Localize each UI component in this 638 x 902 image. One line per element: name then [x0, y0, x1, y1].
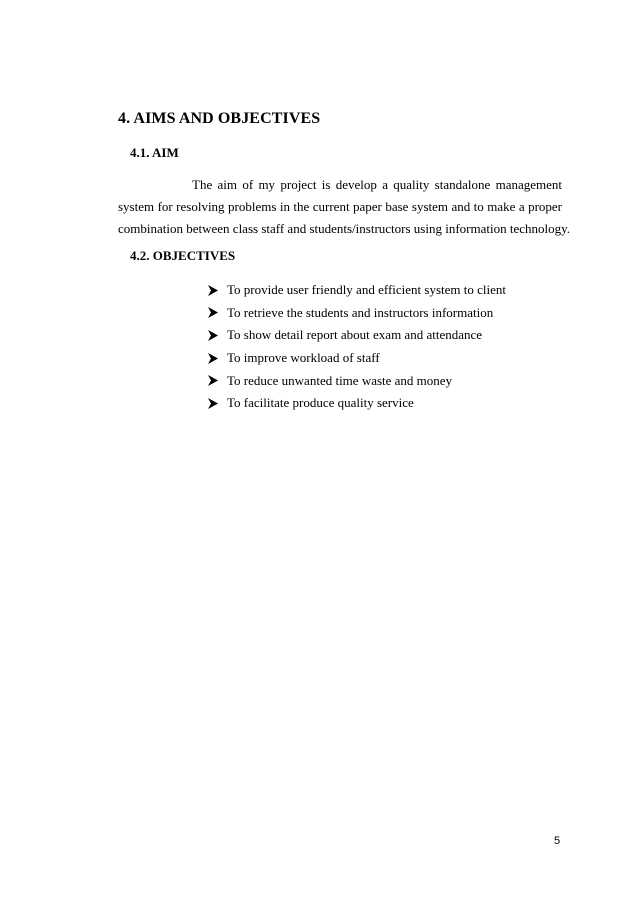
list-item [208, 302, 506, 325]
aim-paragraph-line: combination between class staff and students/instructors using information technology. [118, 221, 571, 236]
list-item-text: To reduce unwanted time waste and money [227, 372, 453, 388]
objectives-list [208, 279, 506, 415]
objectives-heading: 4.2. OBJECTIVES [130, 248, 236, 263]
list-item-text: To improve workload of staff [227, 350, 380, 366]
list-item [208, 279, 506, 302]
aim-paragraph-line: system for resolving problems in the current paper base system and to make a proper [118, 199, 562, 214]
list-item-text: To provide user friendly and efficient system to client [227, 282, 506, 298]
list-item [208, 324, 506, 347]
list-item [208, 392, 506, 415]
arrow-bullet-icon [208, 285, 218, 296]
arrow-bullet-icon [208, 375, 218, 386]
list-item-text: To show detail report about exam and attendance [227, 327, 483, 343]
list-item [208, 347, 506, 370]
arrow-bullet-icon [208, 398, 218, 409]
list-item [208, 369, 506, 392]
aim-paragraph [118, 174, 571, 240]
list-item-text: To facilitate produce quality service [227, 395, 414, 411]
aim-paragraph-line: The aim of my project is develop a quality standalone management [192, 177, 562, 192]
list-item-text: To retrieve the students and instructors information [227, 304, 494, 320]
arrow-bullet-icon [208, 307, 218, 318]
aim-heading: 4.1. AIM [130, 145, 179, 160]
arrow-bullet-icon [208, 330, 218, 341]
page-number: 5 [554, 835, 561, 847]
section-heading: 4. AIMS AND OBJECTIVES [118, 110, 321, 127]
arrow-bullet-icon [208, 353, 218, 364]
